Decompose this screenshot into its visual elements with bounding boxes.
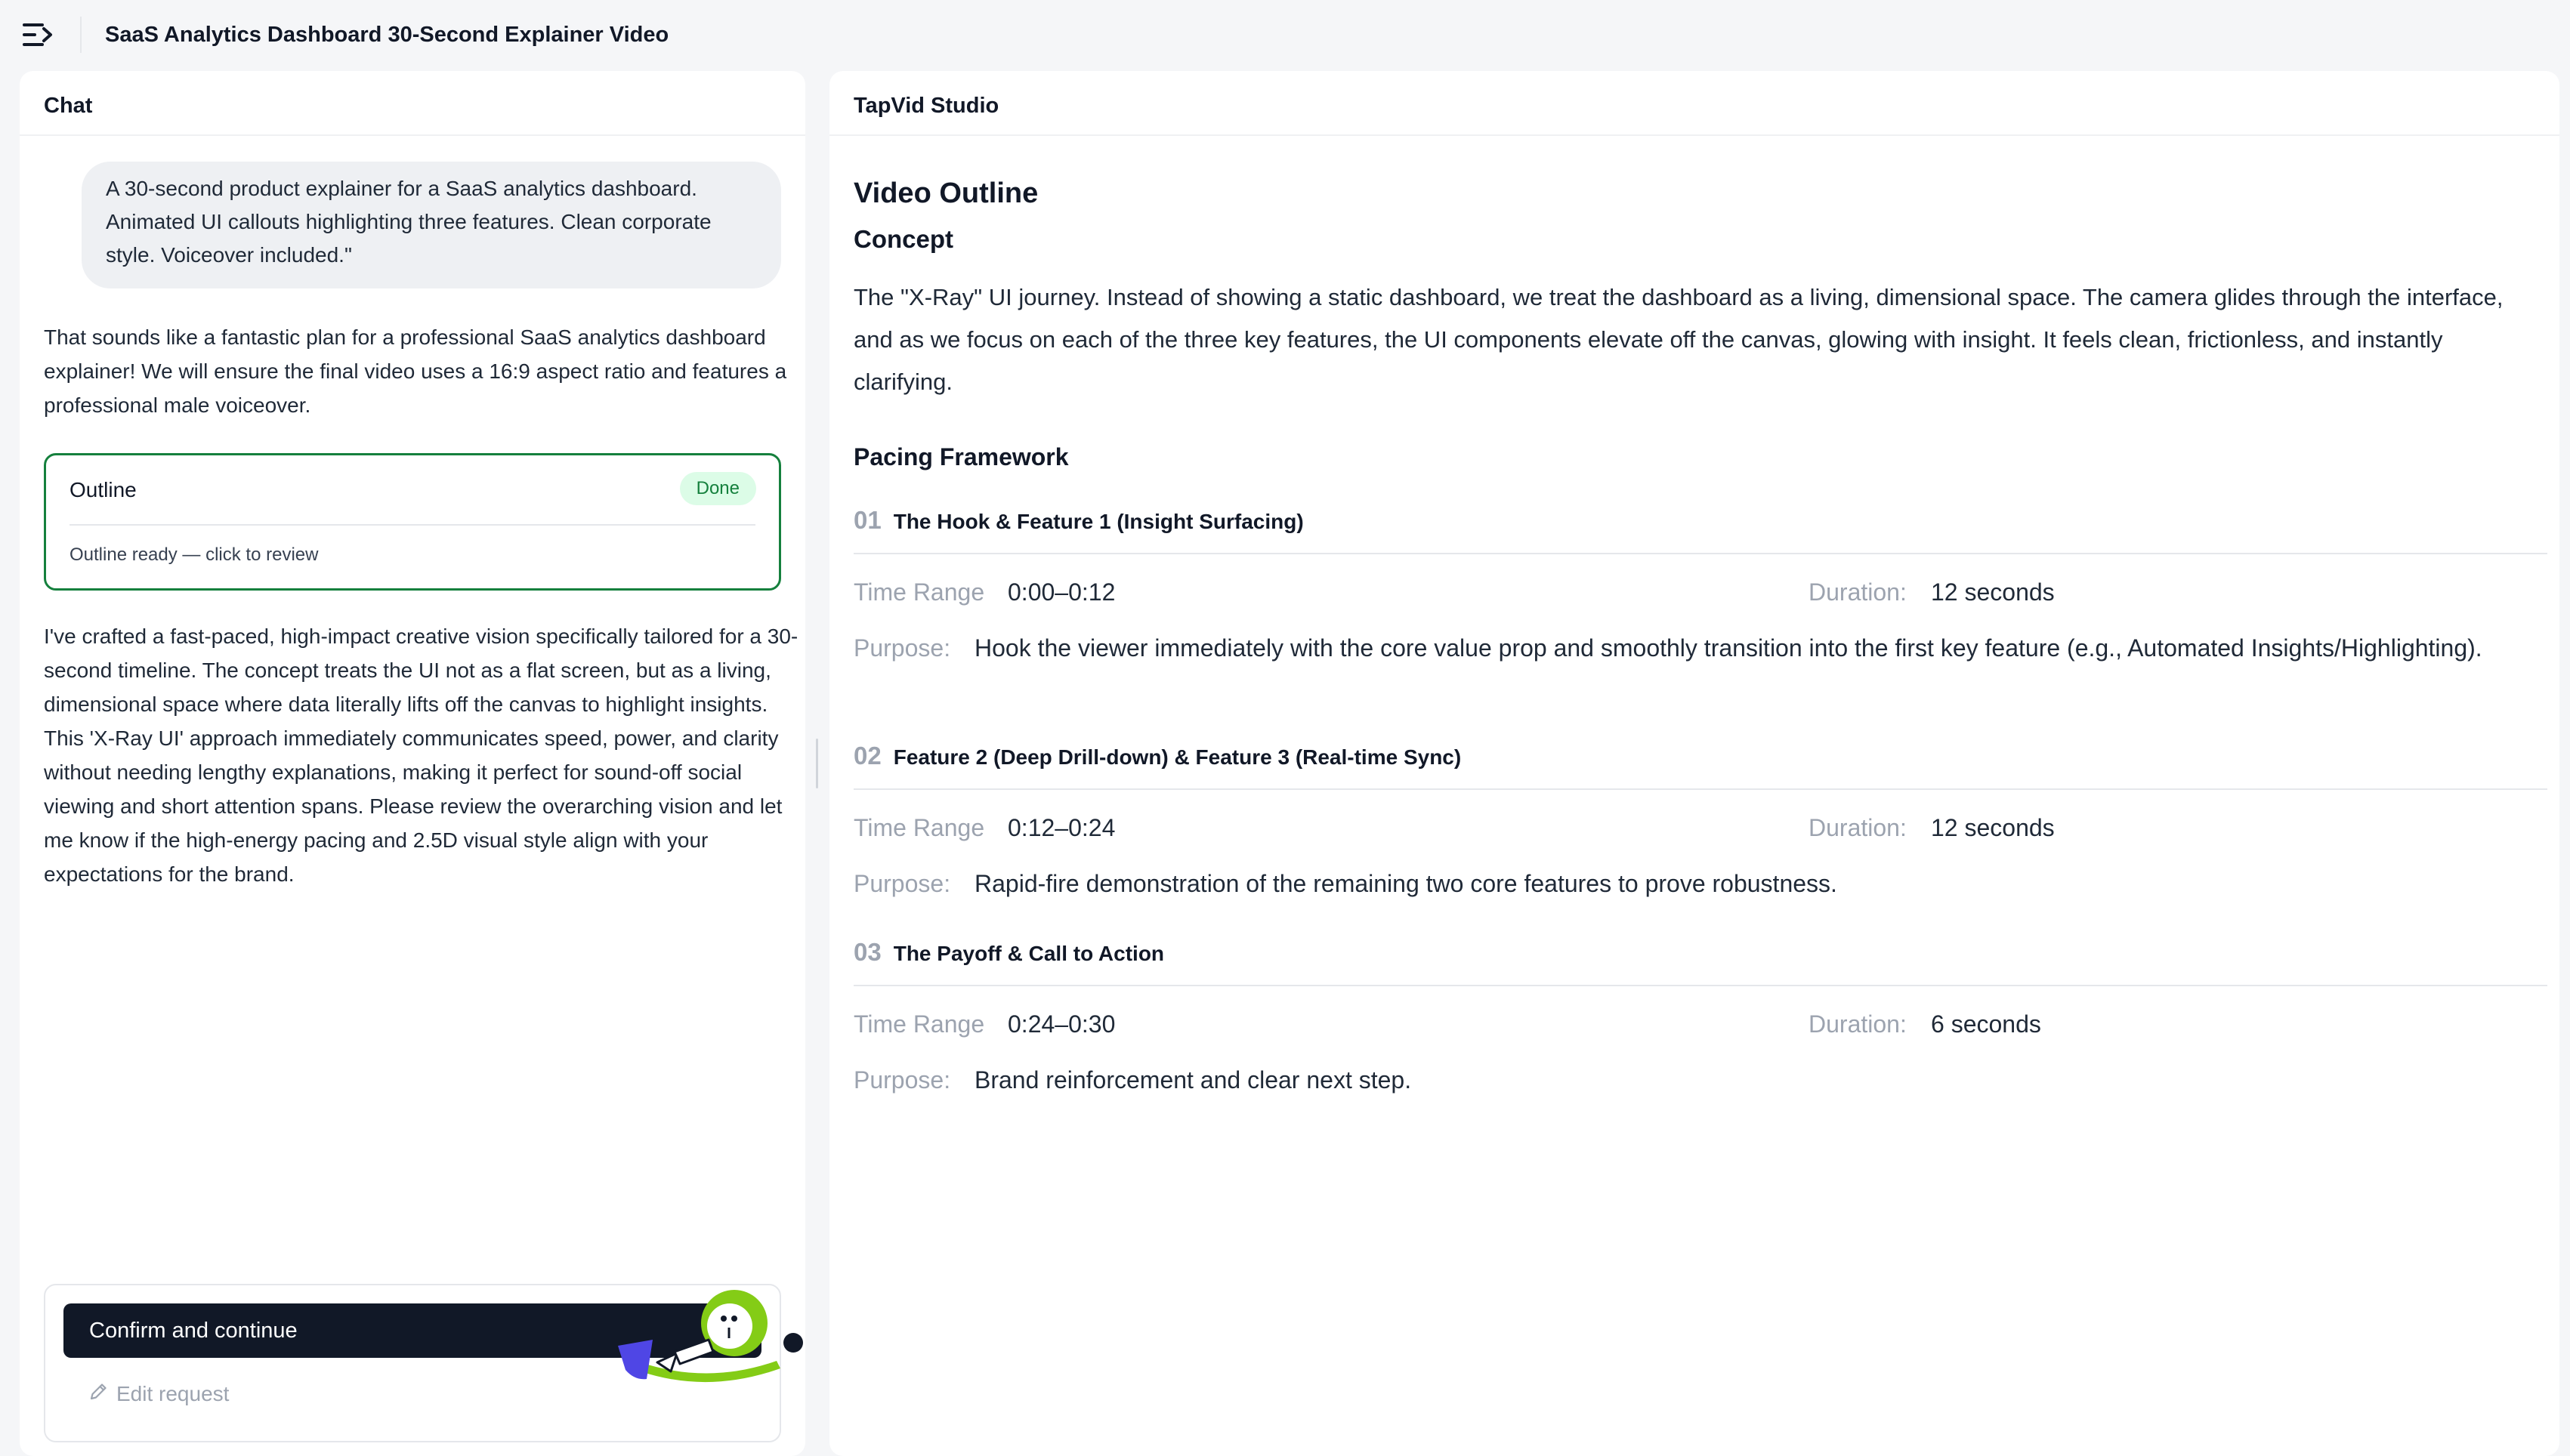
time-range-value: 0:24–0:30: [1008, 1010, 1116, 1038]
topbar-divider: [80, 17, 82, 53]
phase-header: [854, 506, 1304, 535]
phase-divider: [854, 553, 2547, 554]
purpose-label: Purpose:: [854, 634, 951, 662]
assistant-message: That sounds like a fantastic plan for a professional SaaS analytics dashboard explainer! We will ensure the final video uses a 16:9 aspect ratio and features a professional male voiceover.: [44, 325, 787, 417]
edit-request-button[interactable]: [88, 1376, 229, 1412]
phase-header: [854, 742, 1461, 770]
time-range-label: Time Range: [854, 814, 985, 841]
phase-number: 01: [854, 506, 882, 534]
outline-heading: Video Outline: [854, 177, 1039, 209]
time-range-value: 0:00–0:12: [1008, 578, 1116, 606]
pacing-heading: Pacing Framework: [854, 443, 1069, 470]
user-message: A 30-second product explainer for a SaaS analytics dashboard. Animated UI callouts highlighting three features. Clean corporate style. Voiceover included.": [82, 162, 781, 288]
purpose-value: Brand reinforcement and clear next step.: [975, 1066, 1412, 1094]
top-bar: [0, 0, 2570, 69]
outline-card-divider: [70, 524, 755, 526]
confirm-button[interactable]: Confirm and continue: [63, 1303, 761, 1358]
time-range-label: Time Range: [854, 578, 985, 606]
mascot-illustration: [618, 1279, 805, 1393]
status-badge: Done: [680, 472, 756, 505]
time-range-label: Time Range: [854, 1010, 985, 1038]
duration-value: 12 seconds: [1931, 578, 2055, 606]
studio-title: TapVid Studio: [854, 94, 999, 118]
studio-header: [829, 71, 2559, 136]
duration-label: Duration:: [1809, 814, 1907, 841]
purpose-label: Purpose:: [854, 1066, 951, 1094]
phase-number: 03: [854, 938, 882, 966]
pencil-icon: [88, 1381, 109, 1408]
assistant-message: I've crafted a fast-paced, high-impact creative vision specifically tailored for a 30-second timeline. The concept treats the UI not as a flat screen, but as a living, dimensional space where data literally lifts off the canvas to highlight insights. This 'X-Ray UI' approach immediately communicates speed, power, and clarity without needing lengthy explanations, making it perfect for sound-off social viewing and short attention spans. Please review the overarching vision and let me know if the high-energy pacing and 2.5D visual style align with your expectations for the brand.: [44, 625, 798, 886]
outline-card-subtitle: Outline ready — click to review: [70, 544, 319, 565]
concept-text: The "X-Ray" UI journey. Instead of showing a static dashboard, we treat the dashboard as a living, dimensional space. The camera glides through the interface, and as we focus on each of the three key features, the UI components elevate off the canvas, glowing with insight. It feels clean, frictionless, and instantly clarifying.: [854, 284, 2504, 395]
phase-title: Feature 2 (Deep Drill-down) & Feature 3 (Real-time Sync): [893, 745, 1462, 769]
edit-request-label: Edit request: [116, 1382, 230, 1405]
time-range-value: 0:12–0:24: [1008, 814, 1116, 841]
duration-label: Duration:: [1809, 578, 1907, 606]
panel-resize-handle[interactable]: [816, 739, 818, 788]
page-title: SaaS Analytics Dashboard 30-Second Explainer Video: [105, 23, 669, 47]
phase-divider: [854, 788, 2547, 790]
duration-value: 6 seconds: [1931, 1010, 2041, 1038]
chat-header: [20, 71, 805, 136]
purpose-label: Purpose:: [854, 870, 951, 897]
duration-value: 12 seconds: [1931, 814, 2055, 841]
menu-collapse-icon[interactable]: [21, 21, 56, 48]
studio-panel: [829, 71, 2559, 1456]
phase-number: 02: [854, 742, 882, 770]
chat-panel: [20, 71, 805, 1456]
concept-heading: Concept: [854, 225, 953, 253]
chat-title: Chat: [44, 94, 93, 118]
phase-header: [854, 938, 1164, 967]
phase-divider: [854, 985, 2547, 986]
duration-label: Duration:: [1809, 1010, 1907, 1038]
outline-card[interactable]: [44, 453, 781, 591]
purpose-value: Hook the viewer immediately with the core value prop and smoothly transition into the first key feature (e.g., Automated Insights/Highlighting).: [975, 634, 2482, 662]
outline-card-title: Outline: [70, 478, 137, 501]
phase-title: The Hook & Feature 1 (Insight Surfacing): [893, 510, 1304, 533]
purpose-value: Rapid-fire demonstration of the remaining two core features to prove robustness.: [975, 870, 1837, 897]
phase-title: The Payoff & Call to Action: [893, 942, 1165, 965]
